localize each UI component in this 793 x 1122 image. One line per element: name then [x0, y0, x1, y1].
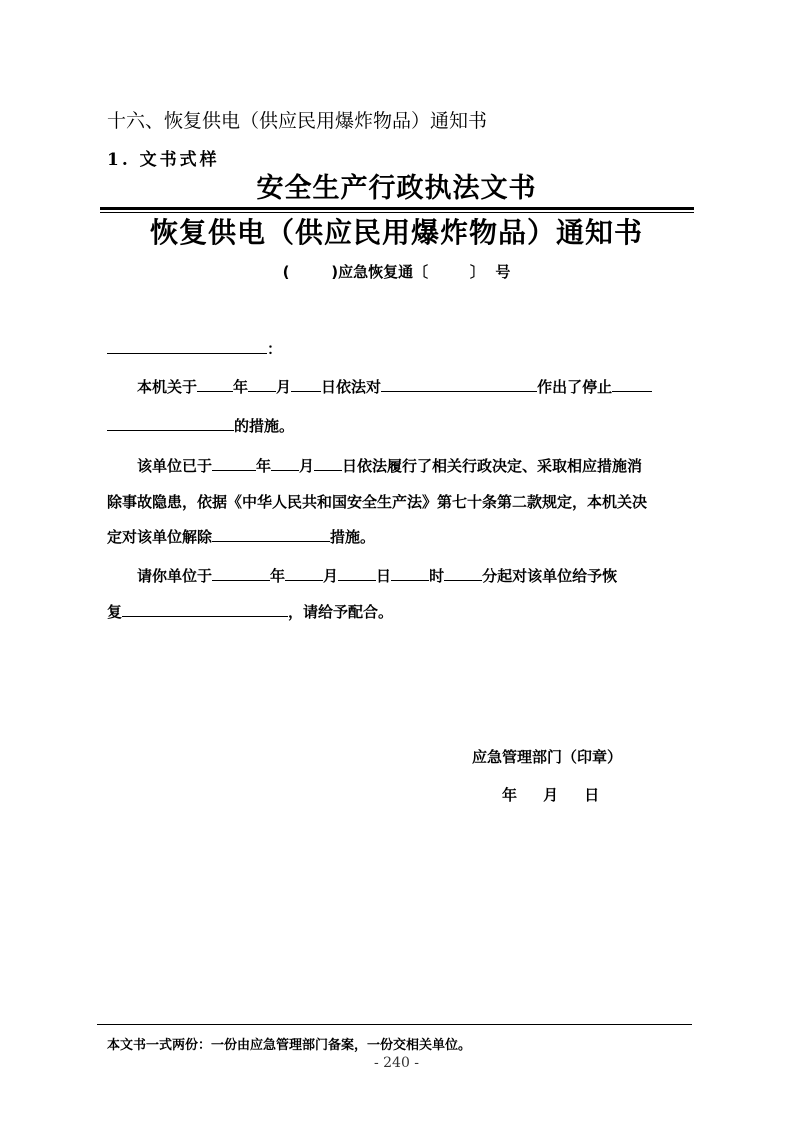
blank-year	[212, 566, 270, 581]
blank-measure-cont	[107, 416, 234, 431]
para2-year-label: 年	[256, 457, 272, 475]
para3-line1	[137, 565, 617, 586]
para2-text: 日依法履行了相关行政决定、采取相应措施消	[342, 457, 643, 475]
para1-text: 作出了停止	[537, 378, 613, 396]
para1-year-label: 年	[233, 378, 249, 396]
addressee-colon: ：	[267, 340, 283, 358]
blank-day	[291, 377, 321, 392]
blank-minute	[444, 566, 482, 581]
blank-month	[271, 456, 299, 471]
blank-year	[212, 456, 256, 471]
para2-text: 措施。	[330, 528, 376, 546]
para1-line1	[137, 376, 652, 397]
para2-text: 该单位已于	[137, 457, 213, 475]
blank-restore-item	[122, 602, 288, 617]
issue-date: 年 月 日	[502, 786, 600, 804]
page-number: - 240 -	[373, 1055, 420, 1071]
para2-line3	[107, 526, 375, 547]
footer-note: 本文书一式两份：一份由应急管理部门备案，一份交相关单位。	[107, 1038, 472, 1053]
doc-series-title: 安全生产行政执法文书	[256, 173, 537, 204]
blank-day	[314, 456, 342, 471]
section-heading: 十六、恢复供电（供应民用爆炸物品）通知书	[107, 110, 488, 132]
sub-heading: 1. 文书式样	[107, 150, 220, 170]
issuing-department-seal: 应急管理部门（印章）	[472, 748, 623, 766]
para3-year-label: 年	[270, 567, 286, 585]
blank-year	[197, 377, 233, 392]
blank-unit	[381, 377, 537, 392]
para3-hour-label: 时	[429, 567, 445, 585]
addressee-line	[107, 338, 282, 359]
para3-text: 复	[107, 603, 123, 621]
addressee-blank	[107, 339, 267, 354]
blank-measure	[212, 527, 330, 542]
doc-number: ( )应急恢复通〔 〕 号	[282, 263, 511, 281]
blank-month	[248, 377, 276, 392]
para1-text: 日依法对	[321, 378, 382, 396]
header-rule-thick	[100, 207, 694, 210]
para2-line2: 除事故隐患，依据《中华人民共和国安全生产法》第七十条第二款规定，本机关决	[107, 493, 648, 511]
para3-text: 请你单位于	[137, 567, 213, 585]
doc-title: 恢复供电（供应民用爆炸物品）通知书	[149, 216, 643, 249]
blank-measure	[612, 377, 652, 392]
para3-month-label: 月	[323, 567, 339, 585]
para2-line1	[137, 455, 642, 476]
para3-day-label: 日	[376, 567, 392, 585]
para3-text: ，请给予配合。	[288, 603, 394, 621]
para1-text: 的措施。	[234, 417, 295, 435]
para1-line2	[107, 415, 294, 436]
blank-month	[285, 566, 323, 581]
footer-rule	[97, 1024, 692, 1025]
para2-text: 定对该单位解除	[107, 528, 213, 546]
blank-day	[338, 566, 376, 581]
para1-month-label: 月	[276, 378, 292, 396]
para1-text: 本机关于	[137, 378, 198, 396]
para2-month-label: 月	[299, 457, 315, 475]
para3-text: 分起对该单位给予恢	[482, 567, 618, 585]
para3-line2	[107, 601, 393, 622]
blank-hour	[391, 566, 429, 581]
